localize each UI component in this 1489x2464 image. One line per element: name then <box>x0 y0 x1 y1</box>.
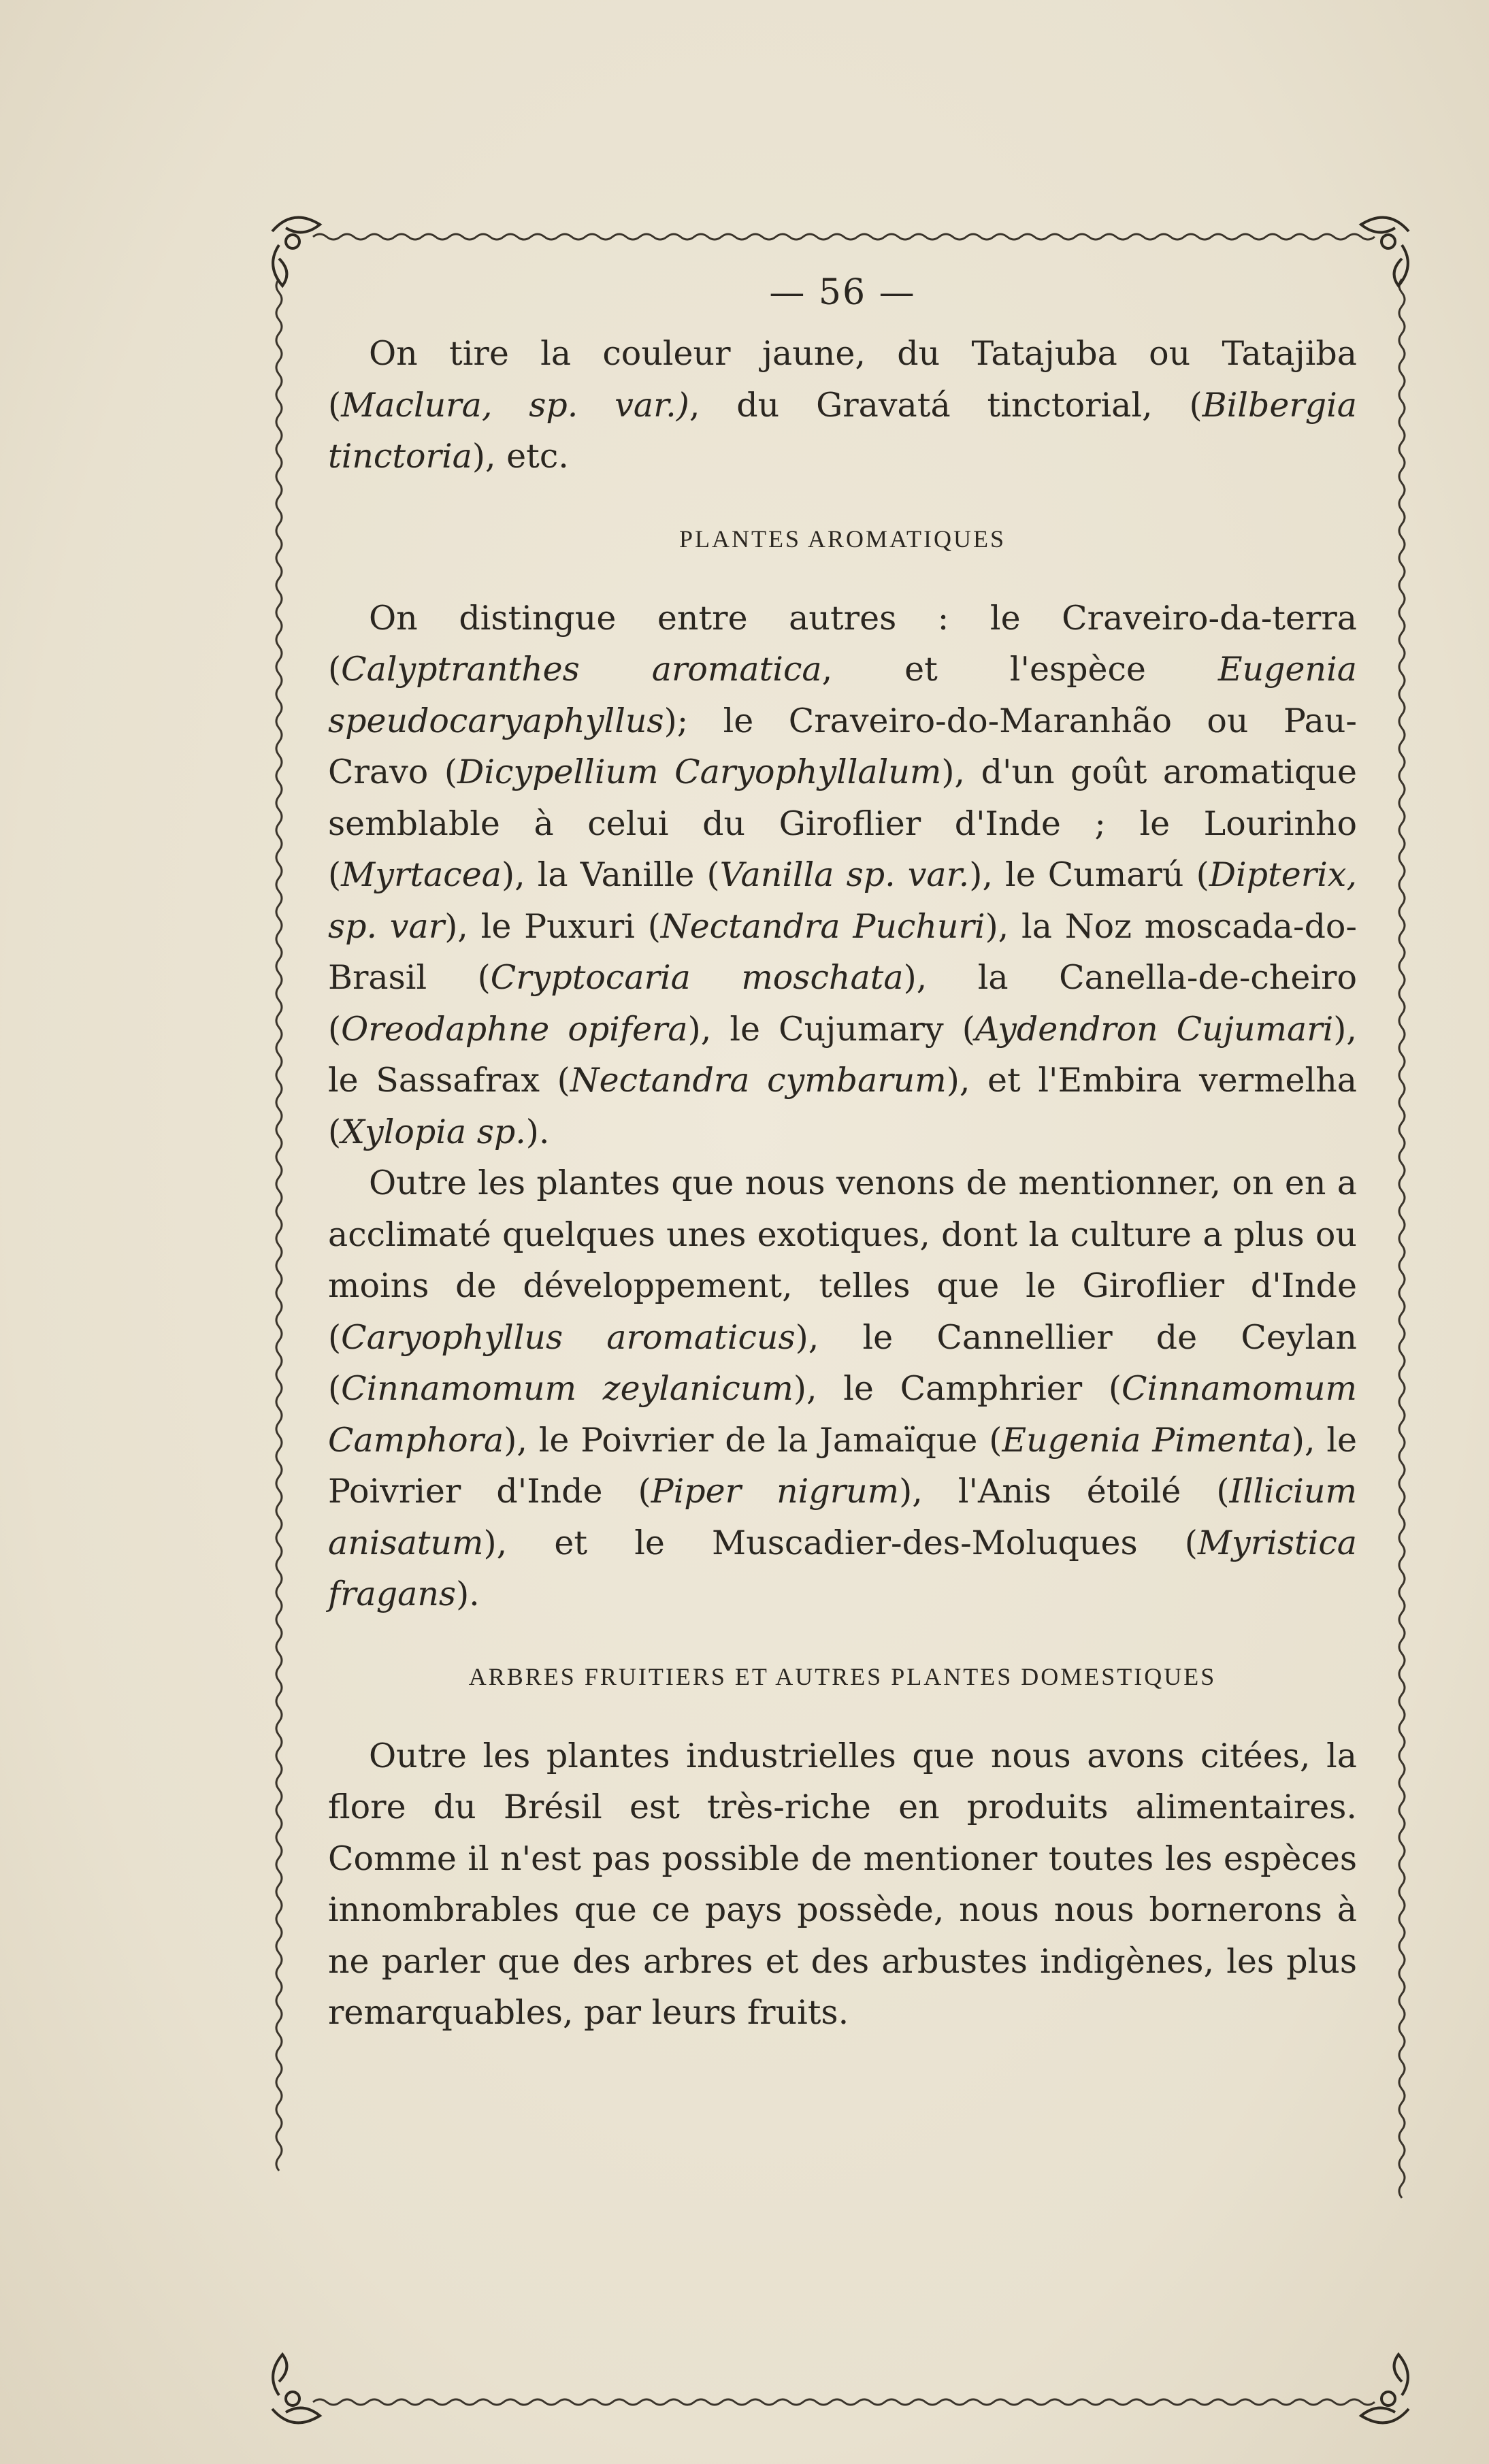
section-heading-fruitiers: ARBRES FRUITIERS ET AUTRES PLANTES DOMESTIQUES <box>468 1662 1217 1690</box>
aromatiques-paragraph-1: On distingue entre autres : le Craveiro-da-terra (Calyptranthes aromatica, et l'espèce Eugenia speudocaryaphyllus); le Craveiro-do-Maranhão ou Pau-Cravo (Dicypellium Caryophyllalum), d'un goût aromatique semblable à celui du Giroflier d'Inde ; le Lourinho (Myrtacea), la Vanille (Vanilla sp. var.), le Cumarú (Dipterix, sp. var), le Puxuri (Nectandra Puchuri), la Noz moscada-do-Brasil (Cryptocaria moschata), la Canella-de-cheiro (Oreodaphne opifera), le Cujumary (Aydendron Cujumari), le Sassafrax (Nectandra cymbarum), et l'Embira vermelha (Xylopia sp.). <box>328 598 1358 1151</box>
corner-flourish-top-right <box>1361 218 1409 286</box>
aromatiques-paragraph-2: Outre les plantes que nous venons de mentionner, on en a acclimaté quelques unes exotiques, dont la culture a plus ou moins de développement, telles que le Giroflier d'Inde (Caryophyllus aromaticus), le Cannellier de Ceylan (Cinnamomum zeylanicum), le Camphrier (Cinnamomum Camphora), le Poivrier de la Jamaïque (Eugenia Pimenta), le Poivrier d'Inde (Piper nigrum), l'Anis étoilé (Illicium anisatum), et le Muscadier-des-Moluques (Myristica fragans). <box>328 1164 1357 1613</box>
corner-flourish-bottom-right <box>1361 2354 1409 2422</box>
intro-paragraph: On tire la couleur jaune, du Tatajuba ou Tatajiba (Maclura, sp. var.), du Gravatá tinctorial, (Bilbergia tinctoria), etc. <box>328 334 1357 476</box>
fruitiers-paragraph: Outre les plantes industrielles que nous avons citées, la flore du Brésil est très-riche en produits alimentaires. Comme il n'est pas possible de mentioner toutes les espèces innombrables que ce pays possède, nous nous bornerons à ne parler que des arbres et des arbustes indigènes, les plus remarquables, par leurs fruits. <box>328 1736 1357 2032</box>
page-number: — 56 — <box>769 272 916 313</box>
corner-flourish-top-left <box>272 218 320 286</box>
corner-flourish-bottom-left <box>272 2354 320 2422</box>
section-heading-aromatiques: PLANTES AROMATIQUES <box>678 525 1007 553</box>
page-content <box>328 272 1357 2039</box>
